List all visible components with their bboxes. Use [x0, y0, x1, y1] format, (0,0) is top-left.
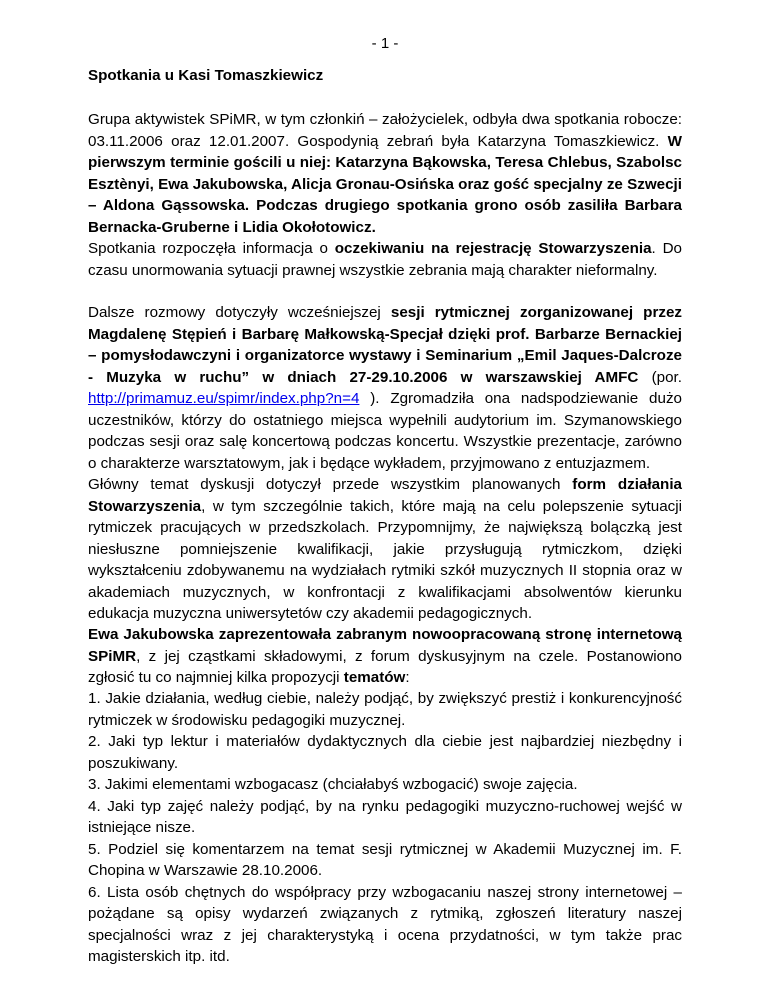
text-run: (por.	[638, 368, 682, 386]
bold-run: tematów	[343, 669, 406, 686]
bold-run: form działania Stowarzyszenia	[88, 476, 682, 515]
text-run: ). Zgromadziła ona nadspodziewanie dużo uczestników, którzy do ostatniego miejsca wypełnili audytorium im. Szymanowskiego podczas sesji oraz salę koncertową podczas koncertu. Wszystkie prezentacje, zarówno o charakterze warsztatowym, jak i będące wykładem, przyjmowano z entuzjazmem.	[88, 390, 682, 472]
text-run: . Do czasu unormowania sytuacji prawnej wszystkie zebrania mają charakter nieformalny.	[88, 240, 682, 279]
text-run: , z jej cząstkami składowymi, z forum dyskusyjnym na czele. Postanowiono zgłosić tu co najmniej kilka propozycji	[88, 647, 682, 686]
page-number: - 1 -	[371, 35, 399, 52]
bold-run: oczekiwaniu na rejestrację Stowarzyszenia	[334, 240, 652, 257]
list-item: 3. Jakimi elementami wzbogacasz (chciałabyś wzbogacić) swoje zajęcia.	[88, 776, 578, 793]
text-run: Spotkania rozpoczęła informacja o	[88, 240, 335, 257]
topics-list	[88, 688, 682, 968]
document-title: Spotkania u Kasi Tomaszkiewicz	[88, 67, 324, 84]
list-item: 5. Podziel się komentarzem na temat sesji rytmicznej w Akademii Muzycznej im. F. Chopina w Warszawie 28.10.2006.	[88, 840, 682, 879]
paragraph-session	[88, 302, 682, 474]
list-item: 1. Jakie działania, według ciebie, należy podjąć, by zwiększyć prestiż i konkurencyjność rytmiczek w środowisku pedagogiki muzycznej.	[88, 690, 682, 729]
text-run: Grupa aktywistek SPiMR, w tym członkiń – założycielek, odbyła dwa spotkania robocze: 03.11.2006 oraz 12.01.2007. Gospodynią zebrań była Katarzyna Tomaszkiewicz.	[88, 111, 682, 150]
text-run: , w tym szczególnie takich, które mają na celu polepszenie sytuacji rytmiczek pracujących w przedszkolach. Przypomnijmy, że największą bolączką jest niesłuszne pomniejszenie kwalifikacji, jakie przysługują rytmiczkom, dzięki wykształceniu zdobywanemu na wydziałach rytmiki szkół muzycznych II stopnia oraz w akademiach muzycznych, w konfrontacji z kwalifikacjami absolwentów kierunku edukacja muzyczna uniwersytetów czy akademii pedagogicznych.	[88, 497, 682, 622]
document-page	[88, 0, 682, 994]
text-run: :	[405, 669, 410, 686]
list-item: 6. Lista osób chętnych do współpracy przy wzbogacaniu naszej strony internetowej – pożądane są opisy wydarzeń związanych z rytmiką, zgłoszeń literatury naszej specjalności wraz z jej charakterystyką i ocena przydatności, w tym także prac magisterskich itp. itd.	[88, 883, 682, 965]
list-item: 4. Jaki typ zajęć należy podjąć, by na rynku pedagogiki muzyczno-ruchowej wejść w istniejące nisze.	[88, 797, 682, 836]
list-item: 2. Jaki typ lektur i materiałów dydaktycznych dla ciebie jest najbardziej niezbędny i poszukiwany.	[88, 733, 682, 772]
paragraph-website	[88, 624, 682, 689]
bold-run: sesji rytmicznej zorganizowanej przez Magdalenę Stępień i Barbarę Małkowską-Specjał dzięki prof. Barbarze Bernackiej – pomysłodawczyni i organizatorce wystawy i Seminarium „Emil Jaques-Dalcroze - Muzyka w ruchu” w dniach 27-29.10.2006 w warszawskiej AMFC	[88, 304, 682, 386]
paragraph-main-topic	[88, 474, 682, 625]
paragraph-participants	[88, 109, 682, 238]
text-run: Dalsze rozmowy dotyczyły wcześniejszej	[88, 304, 391, 321]
paragraph-registration	[88, 238, 682, 281]
bold-run: W pierwszym terminie gościli u niej: Katarzyna Bąkowska, Teresa Chlebus, Szabolsc Esztènyi, Ewa Jakubowska, Alicja Gronau-Osińska oraz gość specjalny ze Szwecji – Aldona Gąssowska. Podczas drugiego spotkania grono osób zasiliła Barbara Bernacka-Gruberne i Lidia Okołotowicz.	[88, 132, 682, 236]
bold-run: Ewa Jakubowska zaprezentowała zabranym nowoopracowaną stronę internetową SPiMR	[88, 626, 682, 665]
link-spimr[interactable]: http://primamuz.eu/spimr/index.php?n=4	[88, 390, 360, 407]
text-run: Główny temat dyskusji dotyczył przede wszystkim planowanych	[88, 476, 573, 493]
